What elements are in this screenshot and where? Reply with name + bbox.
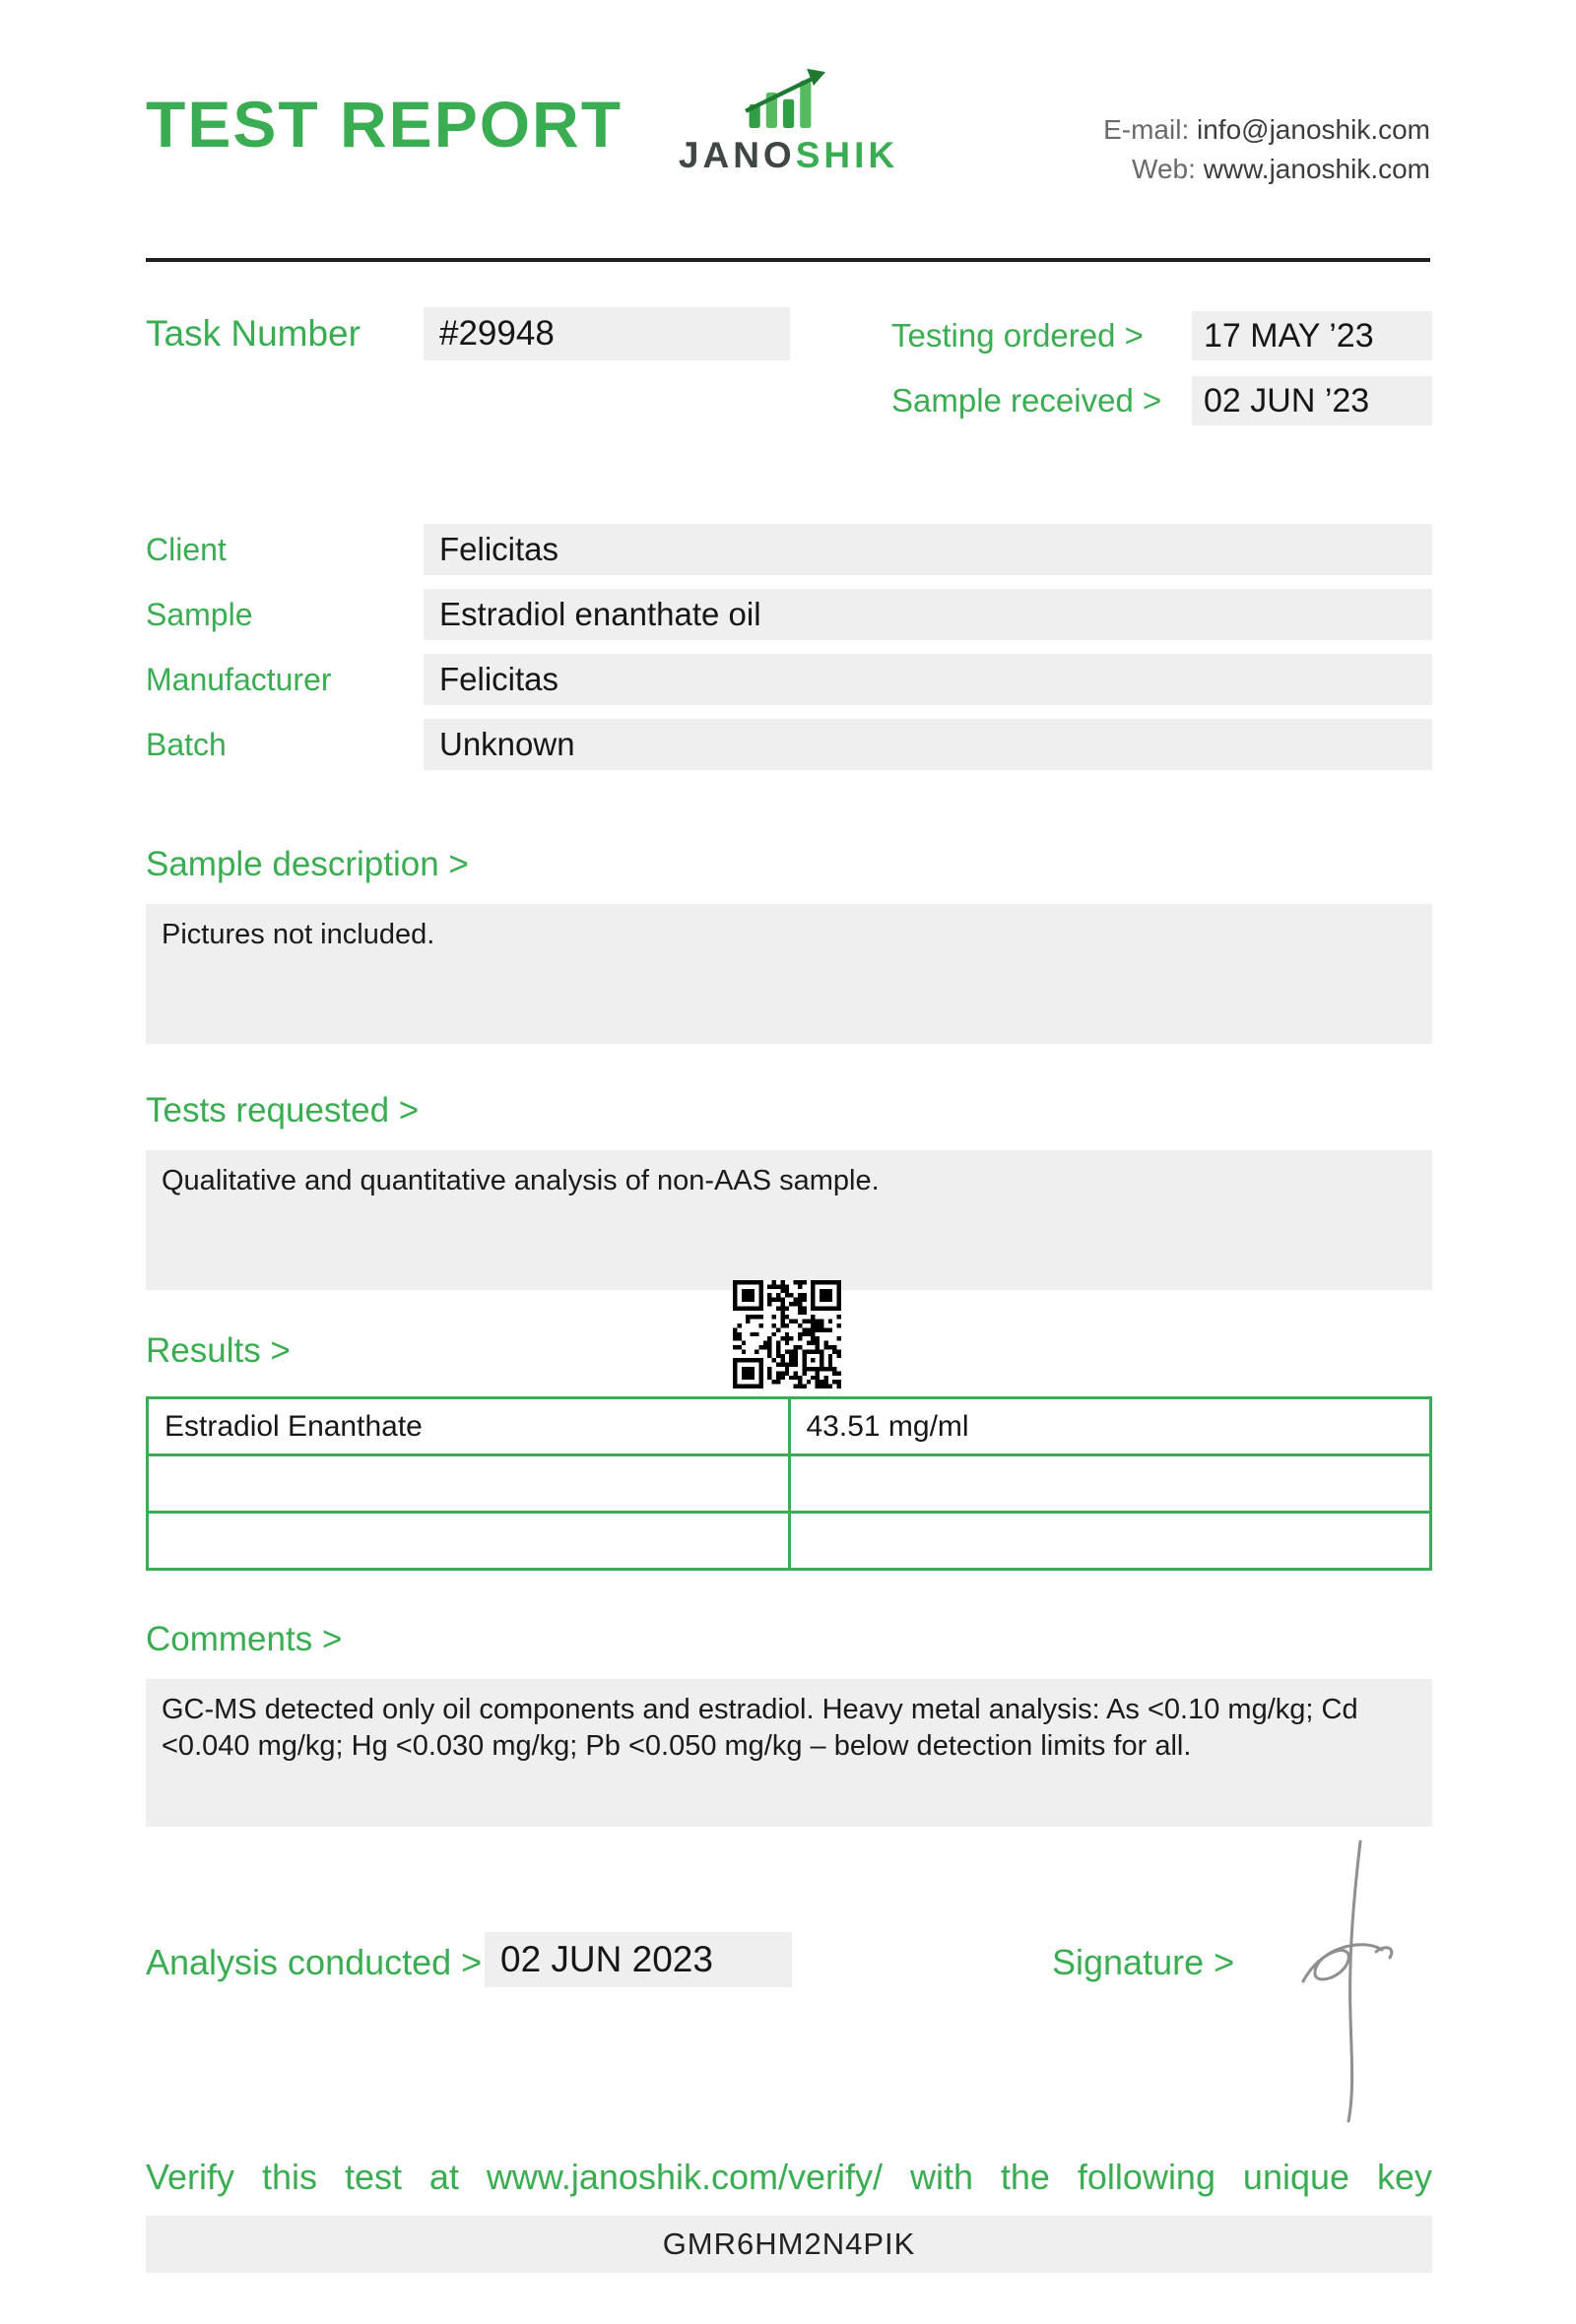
- manufacturer-value: Felicitas: [424, 654, 1432, 705]
- result-value-cell: [789, 1455, 1431, 1513]
- sample-label: Sample: [146, 596, 253, 632]
- comments-heading: Comments >: [146, 1620, 343, 1658]
- email-row: [1103, 110, 1430, 150]
- tests-requested-box: Qualitative and quantitative analysis of non-AAS sample.: [146, 1150, 1432, 1290]
- result-row: [148, 1398, 1431, 1455]
- email-label: E-mail:: [1103, 114, 1190, 145]
- signature-image: [1266, 1834, 1433, 2129]
- signature-label: Signature >: [1052, 1942, 1235, 1982]
- growth-chart-icon: [673, 67, 904, 133]
- analysis-conducted-label: Analysis conducted >: [146, 1942, 483, 1982]
- task-number-label: Task Number: [146, 313, 361, 354]
- result-name-cell: [148, 1455, 790, 1513]
- comments-box: GC-MS detected only oil components and estradiol. Heavy metal analysis: As <0.10 mg/kg; Cd <0.040 mg/kg; Hg <0.030 mg/kg; Pb <0.050 mg/kg – below detection limits for all.: [146, 1679, 1432, 1827]
- detail-row-batch: [146, 712, 1432, 777]
- result-name-cell: [148, 1513, 790, 1570]
- result-row: [148, 1513, 1431, 1570]
- sample-value: Estradiol enanthate oil: [424, 589, 1432, 640]
- client-value: Felicitas: [424, 524, 1432, 575]
- results-heading: Results >: [146, 1331, 291, 1370]
- contact-info: [1103, 110, 1430, 189]
- logo-wordmark: [673, 135, 904, 176]
- tests-requested-heading: Tests requested >: [146, 1091, 420, 1130]
- web-row: [1103, 150, 1430, 189]
- sample-received-value: 02 JUN ’23: [1192, 376, 1432, 425]
- sample-description-heading: Sample description >: [146, 845, 469, 883]
- detail-row-client: [146, 517, 1432, 582]
- unique-key: GMR6HM2N4PIK: [146, 2216, 1432, 2273]
- sample-details: [146, 517, 1432, 777]
- web-value: www.janoshik.com: [1203, 154, 1430, 184]
- manufacturer-label: Manufacturer: [146, 661, 332, 697]
- analysis-conducted-value: 02 JUN 2023: [485, 1932, 792, 1987]
- testing-ordered-label: Testing ordered >: [891, 317, 1144, 354]
- web-label: Web:: [1132, 154, 1196, 184]
- report-title: TEST REPORT: [146, 88, 624, 161]
- detail-row-manufacturer: [146, 647, 1432, 712]
- brand-logo: [673, 67, 904, 176]
- result-value-cell: 43.51 mg/ml: [789, 1398, 1431, 1455]
- batch-value: Unknown: [424, 719, 1432, 770]
- logo-text-jano: JANO: [678, 135, 796, 175]
- testing-ordered-value: 17 MAY ’23: [1192, 311, 1432, 360]
- client-label: Client: [146, 531, 227, 567]
- result-row: [148, 1455, 1431, 1513]
- sample-description-box: Pictures not included.: [146, 904, 1432, 1044]
- sample-received-label: Sample received >: [891, 382, 1162, 419]
- email-value: info@janoshik.com: [1197, 114, 1430, 145]
- results-table: [146, 1396, 1432, 1571]
- detail-row-sample: [146, 582, 1432, 647]
- result-value-cell: [789, 1513, 1431, 1570]
- qr-code: [733, 1280, 841, 1388]
- header-divider: [146, 258, 1430, 262]
- result-name-cell: Estradiol Enanthate: [148, 1398, 790, 1455]
- logo-text-shik: SHIK: [795, 135, 899, 175]
- task-number-value: #29948: [424, 307, 790, 360]
- verify-text: Verify this test at www.janoshik.com/verify/ with the following unique key: [146, 2157, 1432, 2197]
- batch-label: Batch: [146, 726, 227, 762]
